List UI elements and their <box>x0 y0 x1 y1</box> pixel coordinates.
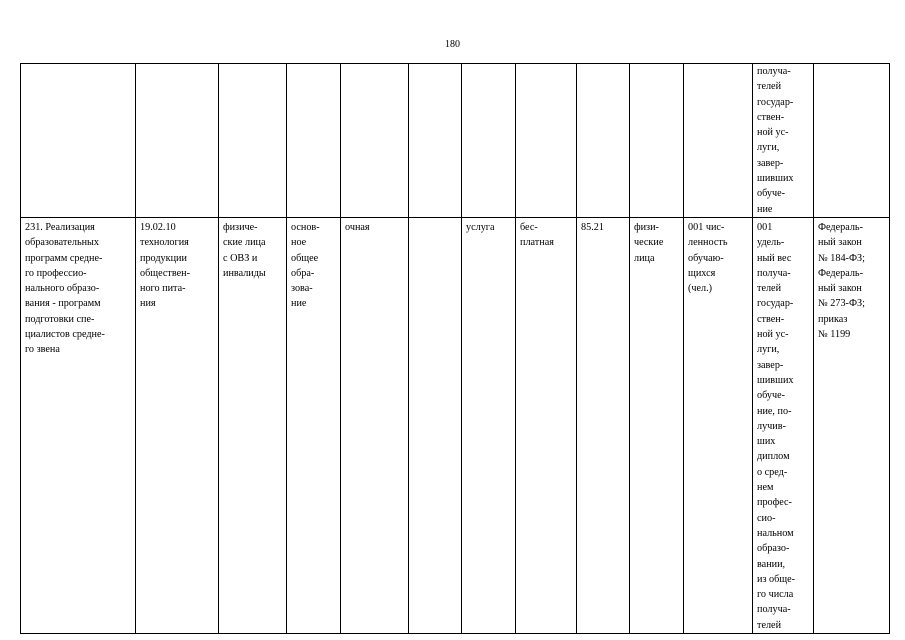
table-row-continued <box>21 64 890 218</box>
cell-volume-indicator <box>684 64 753 218</box>
cell-payment <box>516 217 577 633</box>
quality-indicator-text: 001 удель- ный вес получа- телей государ- ствен- ной ус- луги, завер- шивших обуче- ние, по- лучив- ших диплом о сред- нем профес- сио- нальном образо- вании, из обще- го числа получа- телей <box>757 221 796 631</box>
services-table <box>20 63 890 634</box>
cell-consumer-category <box>219 64 287 218</box>
cell-service-name <box>21 64 136 218</box>
consumers-text: физи- ческие лица <box>634 221 664 264</box>
quality-indicator-continued-text: получа- телей государ- ствен- ной ус- луги, завер- шивших обуче- ние <box>757 66 794 215</box>
page-number: 180 <box>445 39 460 50</box>
cell-okved <box>577 217 630 633</box>
cell-study-form <box>341 64 409 218</box>
cell-legal-basis <box>814 64 890 218</box>
okved-code-text: 85.21 <box>581 221 604 233</box>
cell-consumers <box>630 217 684 633</box>
cell-okved <box>577 64 630 218</box>
cell-empty <box>409 217 462 633</box>
service-name-text: 231. Реализация образовательных программ средне- го профессио- нального образо- вания - программ подготовки спе- циалистов средне- го звена <box>25 221 105 356</box>
cell-type <box>462 217 516 633</box>
payment-text: бес- платная <box>520 221 554 249</box>
table-row-231 <box>21 217 890 633</box>
type-text: услуга <box>466 221 495 233</box>
legal-basis-text: Федераль- ный закон № 184-ФЗ; Федераль- ный закон № 273-ФЗ; приказ № 1199 <box>818 221 865 341</box>
volume-indicator-text: 001 чис- ленность обучаю- щихся (чел.) <box>688 221 728 295</box>
cell-volume-indicator <box>684 217 753 633</box>
education-level-text: основ- ное общее обра- зова- ние <box>291 221 320 310</box>
cell-study-form <box>341 217 409 633</box>
consumer-category-text: физиче- ские лица с ОВЗ и инвалиды <box>223 221 266 279</box>
cell-legal-basis <box>814 217 890 633</box>
cell-payment <box>516 64 577 218</box>
cell-type <box>462 64 516 218</box>
cell-consumer-category <box>219 217 287 633</box>
cell-quality-indicator <box>753 217 814 633</box>
cell-education-level <box>287 64 341 218</box>
study-form-text: очная <box>345 221 370 233</box>
cell-service-name <box>21 217 136 633</box>
cell-consumers <box>630 64 684 218</box>
cell-education-level <box>287 217 341 633</box>
cell-program-code <box>136 217 219 633</box>
cell-empty <box>409 64 462 218</box>
cell-program-code <box>136 64 219 218</box>
cell-quality-indicator <box>753 64 814 218</box>
program-code-text: 19.02.10 технология продукции обществен- ного пита- ния <box>140 221 190 310</box>
